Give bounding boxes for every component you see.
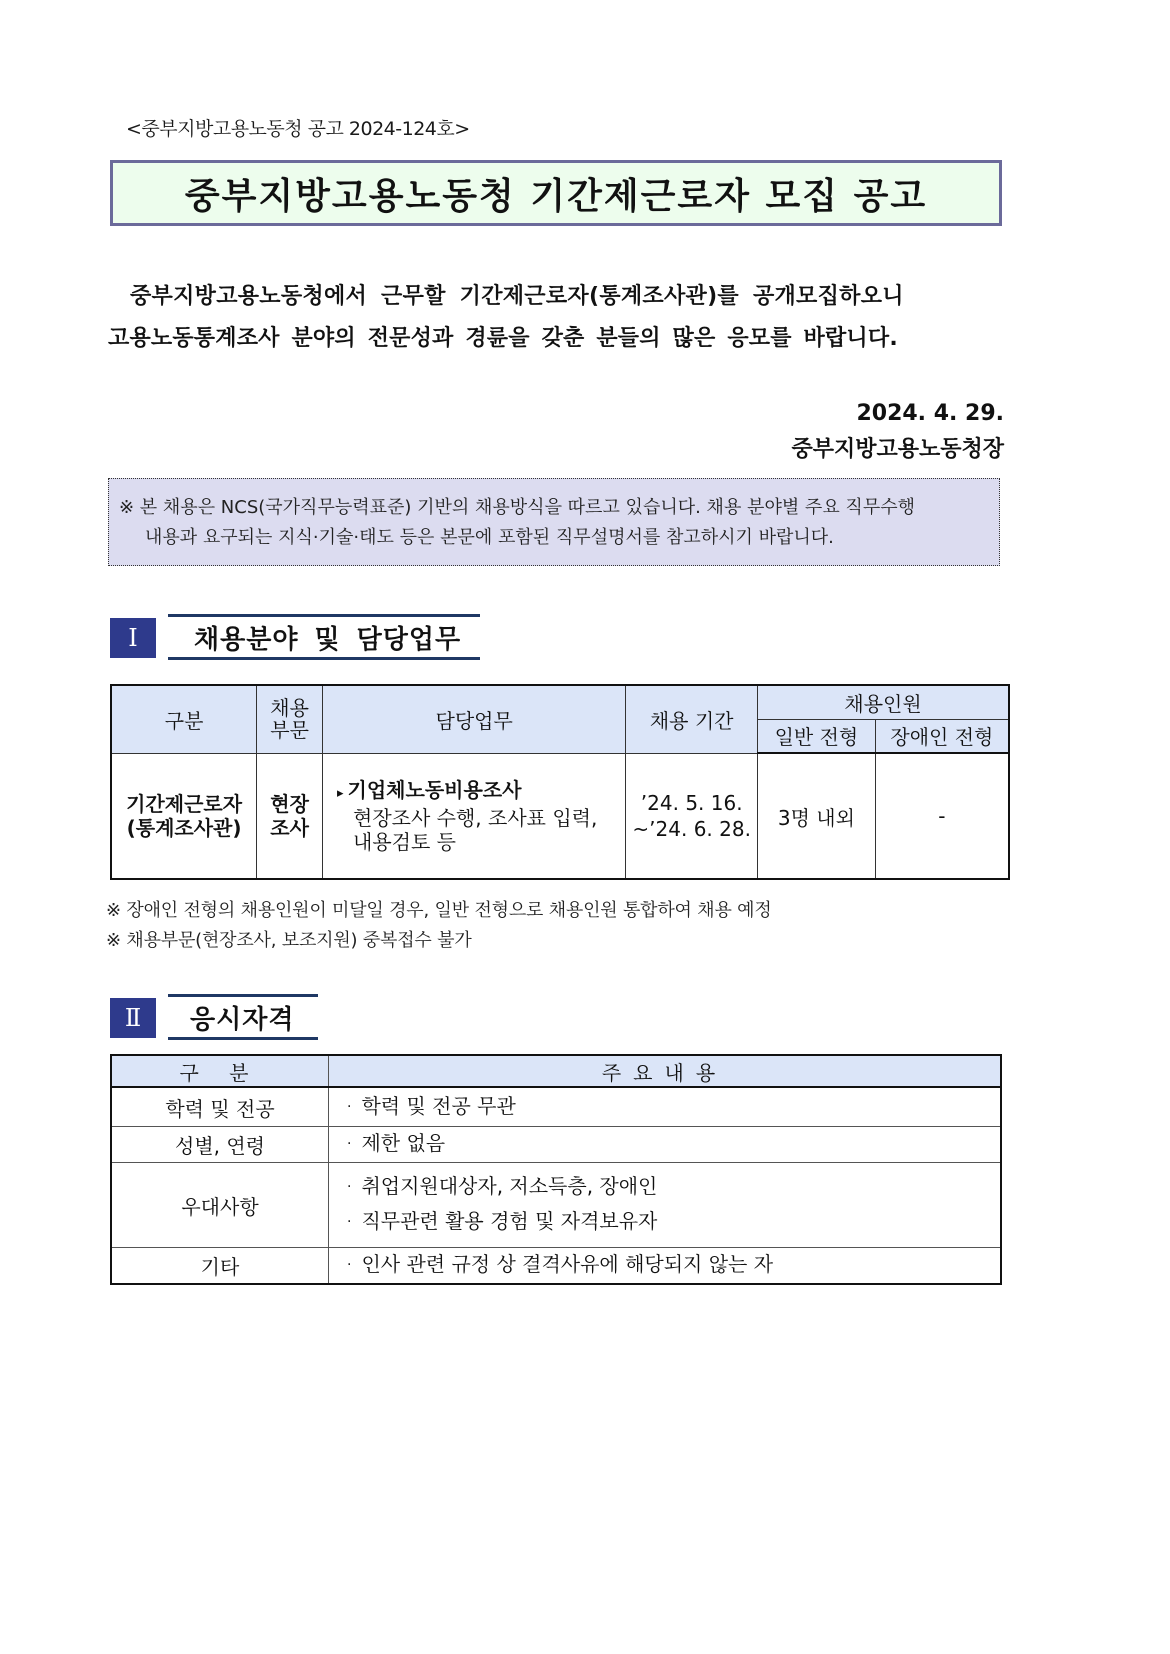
ncs-notice-line-1: ※ 본 채용은 NCS(국가직무능력표준) 기반의 채용방식을 따르고 있습니다. 채용 분야별 주요 직무수행 <box>119 497 915 518</box>
section-2-title: 응시자격 <box>190 1004 295 1035</box>
table-row <box>111 1127 1001 1163</box>
section-1-heading <box>110 618 480 662</box>
note-1: ※ 장애인 전형의 채용인원이 미달일 경우, 일반 전형으로 채용인원 통합하여 채용 예정 <box>106 900 772 921</box>
ncs-notice-box <box>108 478 1000 566</box>
dot-bullet-icon: · <box>347 1179 352 1195</box>
table-row <box>111 1163 1001 1248</box>
intro-paragraph <box>108 276 1008 360</box>
section-1-badge: Ⅰ <box>110 618 156 658</box>
section-1-title: 채용분야 및 담당업무 <box>194 624 462 655</box>
category-line-2: (통계조사관) <box>126 815 242 840</box>
period-start: ’24. 5. 16. <box>640 790 743 815</box>
header-disabled: 장애인 전형 <box>875 719 1009 753</box>
header-division <box>257 685 323 753</box>
section-2-badge: Ⅱ <box>110 998 156 1038</box>
eligibility-table <box>110 1054 1002 1285</box>
dot-bullet-icon: · <box>347 1214 352 1230</box>
row-content <box>329 1127 1002 1163</box>
cell-category <box>111 753 257 879</box>
section-2-title-frame <box>168 994 318 1040</box>
category-line-1: 기간제근로자 <box>126 791 243 816</box>
triangle-bullet-icon: ▸ <box>337 785 344 801</box>
dot-bullet-icon: · <box>347 1098 352 1115</box>
duty-line-2: 현장조사 수행, 조사표 입력, <box>353 805 598 830</box>
intro-line-2: 고용노동통계조사 분야의 전문성과 경륜을 갖춘 분들의 많은 응모를 바랍니다. <box>108 326 898 351</box>
cell-disabled-headcount: - <box>875 753 1009 879</box>
dot-bullet-icon: · <box>347 1136 352 1152</box>
content-item: 취업지원대상자, 저소득층, 장애인 <box>361 1174 658 1198</box>
content-item: 제한 없음 <box>361 1131 446 1155</box>
content-item: 학력 및 전공 무관 <box>361 1093 516 1118</box>
cell-period <box>626 753 758 879</box>
content-item: 직무관련 활용 경험 및 자격보유자 <box>361 1209 658 1233</box>
issuer-name: 중부지방고용노동청장 <box>791 437 1004 462</box>
row-content <box>329 1163 1002 1248</box>
header-content: 주요내용 <box>329 1055 1002 1087</box>
cell-duties <box>323 753 626 879</box>
row-category: 기타 <box>111 1248 329 1285</box>
header-duties: 담당업무 <box>323 685 626 753</box>
section-1-title-frame <box>168 614 480 660</box>
header-general: 일반 전형 <box>758 719 876 753</box>
row-category: 성별, 연령 <box>111 1127 329 1163</box>
table-row <box>111 1248 1001 1285</box>
notice-number: <중부지방고용노동청 공고 2024-124호> <box>126 118 470 140</box>
header-category: 구 분 <box>111 1055 329 1087</box>
title-box <box>110 160 1002 226</box>
table-row <box>111 1087 1001 1127</box>
row-content <box>329 1248 1002 1285</box>
row-content <box>329 1087 1002 1127</box>
header-period: 채용 기간 <box>626 685 758 753</box>
table-row <box>111 753 1009 879</box>
header-category: 구분 <box>111 685 257 753</box>
section-2-heading <box>110 998 320 1042</box>
content-item: 인사 관련 규정 상 결격사유에 해당되지 않는 자 <box>361 1252 774 1276</box>
header-division-line-1: 채용 <box>270 696 309 721</box>
cell-general-headcount: 3명 내외 <box>758 753 876 879</box>
period-end: ~’24. 6. 28. <box>632 816 751 841</box>
recruitment-table <box>110 684 1010 880</box>
page-title: 중부지방고용노동청 기간제근로자 모집 공고 <box>184 175 928 217</box>
division-line-1: 현장 <box>270 791 309 816</box>
intro-line-1: 중부지방고용노동청에서 근무할 기간제근로자(통계조사관)를 공개모집하오니 <box>130 284 904 309</box>
header-division-line-2: 부문 <box>270 718 309 743</box>
ncs-notice-line-2: 내용과 요구되는 지식·기술·태도 등은 본문에 포함된 직무설명서를 참고하시기 바랍니다. <box>145 527 834 548</box>
dot-bullet-icon: · <box>347 1257 352 1273</box>
note-2: ※ 채용부문(현장조사, 보조지원) 중복접수 불가 <box>106 930 472 951</box>
notice-date: 2024. 4. 29. <box>856 401 1004 426</box>
row-category: 우대사항 <box>111 1163 329 1248</box>
section-1-notes <box>106 896 772 956</box>
division-line-2: 조사 <box>270 815 309 840</box>
duty-title: 기업체노동비용조사 <box>347 777 522 802</box>
signature-block <box>791 396 1004 468</box>
duty-line-3: 내용검토 등 <box>353 829 456 854</box>
header-headcount: 채용인원 <box>758 685 1009 719</box>
row-category: 학력 및 전공 <box>111 1087 329 1127</box>
cell-division <box>257 753 323 879</box>
